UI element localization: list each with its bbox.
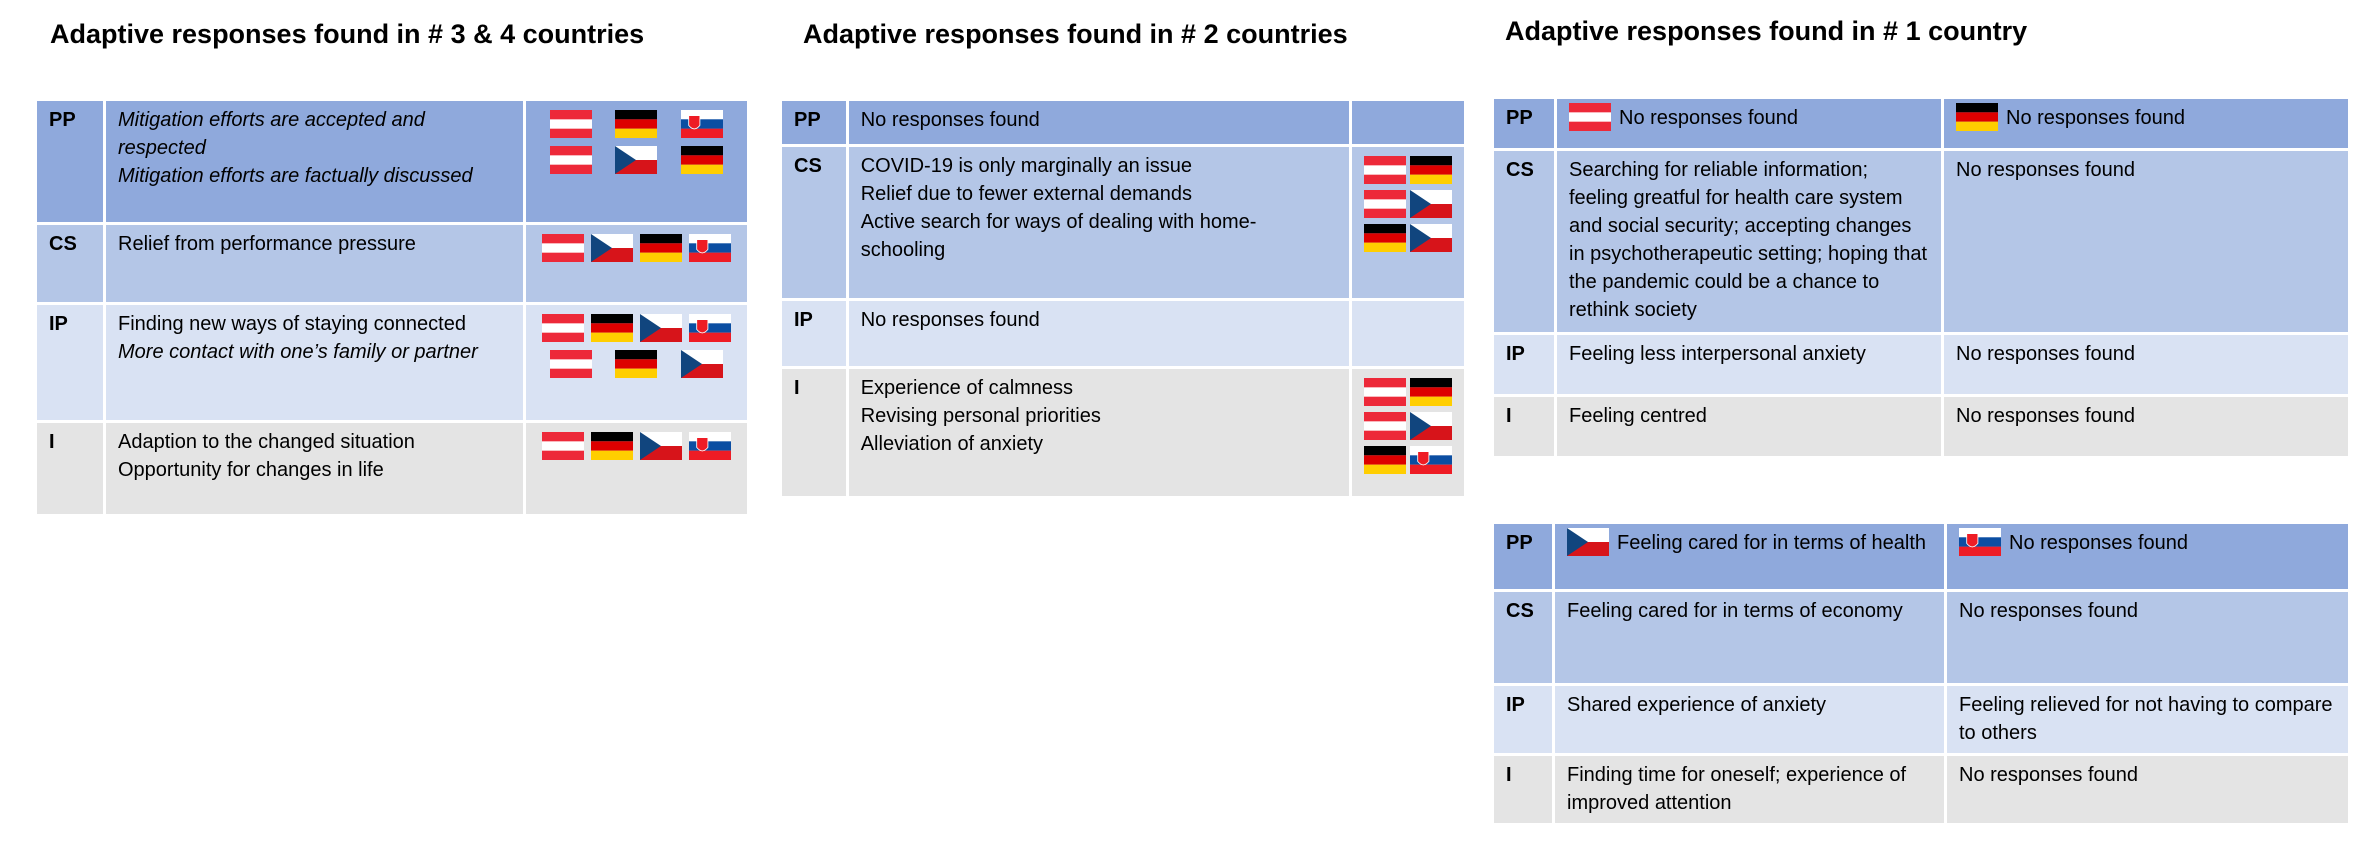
row-code: IP (1494, 335, 1554, 397)
row-code: PP (1494, 524, 1552, 592)
response-text: Alleviation of anxiety (860, 433, 1044, 455)
austria-flag-icon (1364, 156, 1406, 184)
czechia-flag-icon (681, 350, 723, 378)
response-text: Relief from performance pressure (118, 233, 416, 255)
slovakia-flag-icon (689, 234, 731, 262)
row-code: IP (1494, 686, 1552, 756)
germany-flag-icon (1956, 103, 1998, 131)
response-cell (846, 369, 1349, 499)
row-code: CS (37, 225, 103, 305)
response-text: Adaption to the changed situation (118, 431, 415, 453)
slovakia-flag-icon (1410, 446, 1452, 474)
response-cell (103, 101, 523, 225)
row-code: I (782, 369, 846, 499)
austria-flag-icon (1364, 378, 1406, 406)
table-row (37, 101, 747, 225)
table-row (37, 423, 747, 517)
table-3-4-countries (37, 101, 747, 517)
response-cell: Shared experience of anxiety (1552, 686, 1944, 756)
response-text: No responses found (860, 109, 1040, 131)
row-code: IP (782, 301, 846, 369)
table-row (1494, 151, 2348, 335)
response-cell: No responses found (1944, 592, 2348, 686)
table-1-country-cz-sk (1494, 524, 2348, 826)
austria-flag-icon (542, 234, 584, 262)
response-cell: Feeling centred (1554, 397, 1941, 459)
germany-flag-icon (591, 314, 633, 342)
response-text: Revising personal priorities (860, 405, 1101, 427)
response-text: Active search for ways of dealing with home-schooling (860, 211, 1257, 261)
table-1-country-at-de (1494, 99, 2348, 459)
response-cell: Finding time for oneself; experience of improved attention (1552, 756, 1944, 826)
response-cell (1944, 524, 2348, 592)
response-cell (103, 225, 523, 305)
czechia-flag-icon (640, 432, 682, 460)
czechia-flag-icon (1410, 190, 1452, 218)
response-text: Relief due to fewer external demands (860, 183, 1193, 205)
germany-flag-icon (681, 146, 723, 174)
row-code: CS (1494, 592, 1552, 686)
response-cell: Searching for reliable information; feeling greatful for health care system and social security; accepting changes in psychotherapeutic setting; hoping that the pandemic could be a chance to rethink society (1554, 151, 1941, 335)
austria-flag-icon (1569, 103, 1611, 131)
response-text: Experience of calmness (860, 377, 1074, 399)
response-cell: No responses found (1941, 397, 2348, 459)
response-cell (1941, 99, 2348, 151)
table-row (37, 305, 747, 423)
table-row (782, 147, 1464, 301)
austria-flag-icon (550, 350, 592, 378)
slovakia-flag-icon (1959, 528, 2001, 556)
response-text: COVID-19 is only marginally an issue (860, 155, 1192, 177)
austria-flag-icon (542, 432, 584, 460)
czechia-flag-icon (1410, 412, 1452, 440)
slovakia-flag-icon (689, 432, 731, 460)
table-row (1494, 524, 2348, 592)
table-row (782, 301, 1464, 369)
response-text: Mitigation efforts are accepted and respected (118, 109, 425, 159)
row-code: I (1494, 756, 1552, 826)
flags-cell (1349, 369, 1464, 499)
response-cell: Feeling cared for in terms of economy (1552, 592, 1944, 686)
response-cell (103, 305, 523, 423)
response-text: No responses found (1619, 107, 1799, 129)
table-row (782, 369, 1464, 499)
response-cell (846, 101, 1349, 147)
response-cell (103, 423, 523, 517)
austria-flag-icon (550, 110, 592, 138)
response-text: Finding new ways of staying connected (118, 313, 466, 335)
heading-1-country: Adaptive responses found in # 1 country (1505, 16, 2028, 46)
germany-flag-icon (1410, 156, 1452, 184)
response-cell: Feeling less interpersonal anxiety (1554, 335, 1941, 397)
response-cell: No responses found (1941, 151, 2348, 335)
table-row (1494, 686, 2348, 756)
czechia-flag-icon (1410, 224, 1452, 252)
flags-cell (1349, 101, 1464, 147)
austria-flag-icon (550, 146, 592, 174)
germany-flag-icon (591, 432, 633, 460)
response-text: No responses found (2009, 532, 2189, 554)
czechia-flag-icon (591, 234, 633, 262)
flags-cell (1349, 147, 1464, 301)
austria-flag-icon (542, 314, 584, 342)
table-row (782, 101, 1464, 147)
germany-flag-icon (615, 110, 657, 138)
austria-flag-icon (1364, 190, 1406, 218)
response-cell (1552, 524, 1944, 592)
row-code: IP (37, 305, 103, 423)
row-code: PP (1494, 99, 1554, 151)
table-row (1494, 397, 2348, 459)
austria-flag-icon (1364, 412, 1406, 440)
response-text: No responses found (860, 309, 1040, 331)
row-code: CS (1494, 151, 1554, 335)
heading-3-4-countries: Adaptive responses found in # 3 & 4 countries (50, 19, 645, 49)
germany-flag-icon (1364, 224, 1406, 252)
response-cell (846, 147, 1349, 301)
response-text: Feeling cared for in terms of health (1617, 532, 1927, 554)
response-cell: No responses found (1941, 335, 2348, 397)
germany-flag-icon (1410, 378, 1452, 406)
flags-cell (523, 423, 747, 517)
table-row (1494, 99, 2348, 151)
czechia-flag-icon (615, 146, 657, 174)
response-text: More contact with one’s family or partner (118, 341, 478, 363)
row-code: CS (782, 147, 846, 301)
table-row (1494, 756, 2348, 826)
flags-cell (523, 101, 747, 225)
table-2-countries (782, 101, 1464, 499)
slovakia-flag-icon (689, 314, 731, 342)
czechia-flag-icon (1567, 528, 1609, 556)
flags-cell (1349, 301, 1464, 369)
slovakia-flag-icon (681, 110, 723, 138)
response-cell: Feeling relieved for not having to compare to others (1944, 686, 2348, 756)
response-cell (1554, 99, 1941, 151)
row-code: I (37, 423, 103, 517)
czechia-flag-icon (640, 314, 682, 342)
response-text: Mitigation efforts are factually discussed (118, 165, 473, 187)
response-text: Opportunity for changes in life (118, 459, 384, 481)
flags-cell (523, 225, 747, 305)
row-code: I (1494, 397, 1554, 459)
germany-flag-icon (640, 234, 682, 262)
heading-2-countries: Adaptive responses found in # 2 countries (803, 19, 1348, 49)
response-text: No responses found (2006, 107, 2186, 129)
germany-flag-icon (1364, 446, 1406, 474)
table-row (1494, 335, 2348, 397)
flags-cell (523, 305, 747, 423)
response-cell: No responses found (1944, 756, 2348, 826)
table-row (1494, 592, 2348, 686)
row-code: PP (37, 101, 103, 225)
row-code: PP (782, 101, 846, 147)
response-cell (846, 301, 1349, 369)
table-row (37, 225, 747, 305)
germany-flag-icon (615, 350, 657, 378)
